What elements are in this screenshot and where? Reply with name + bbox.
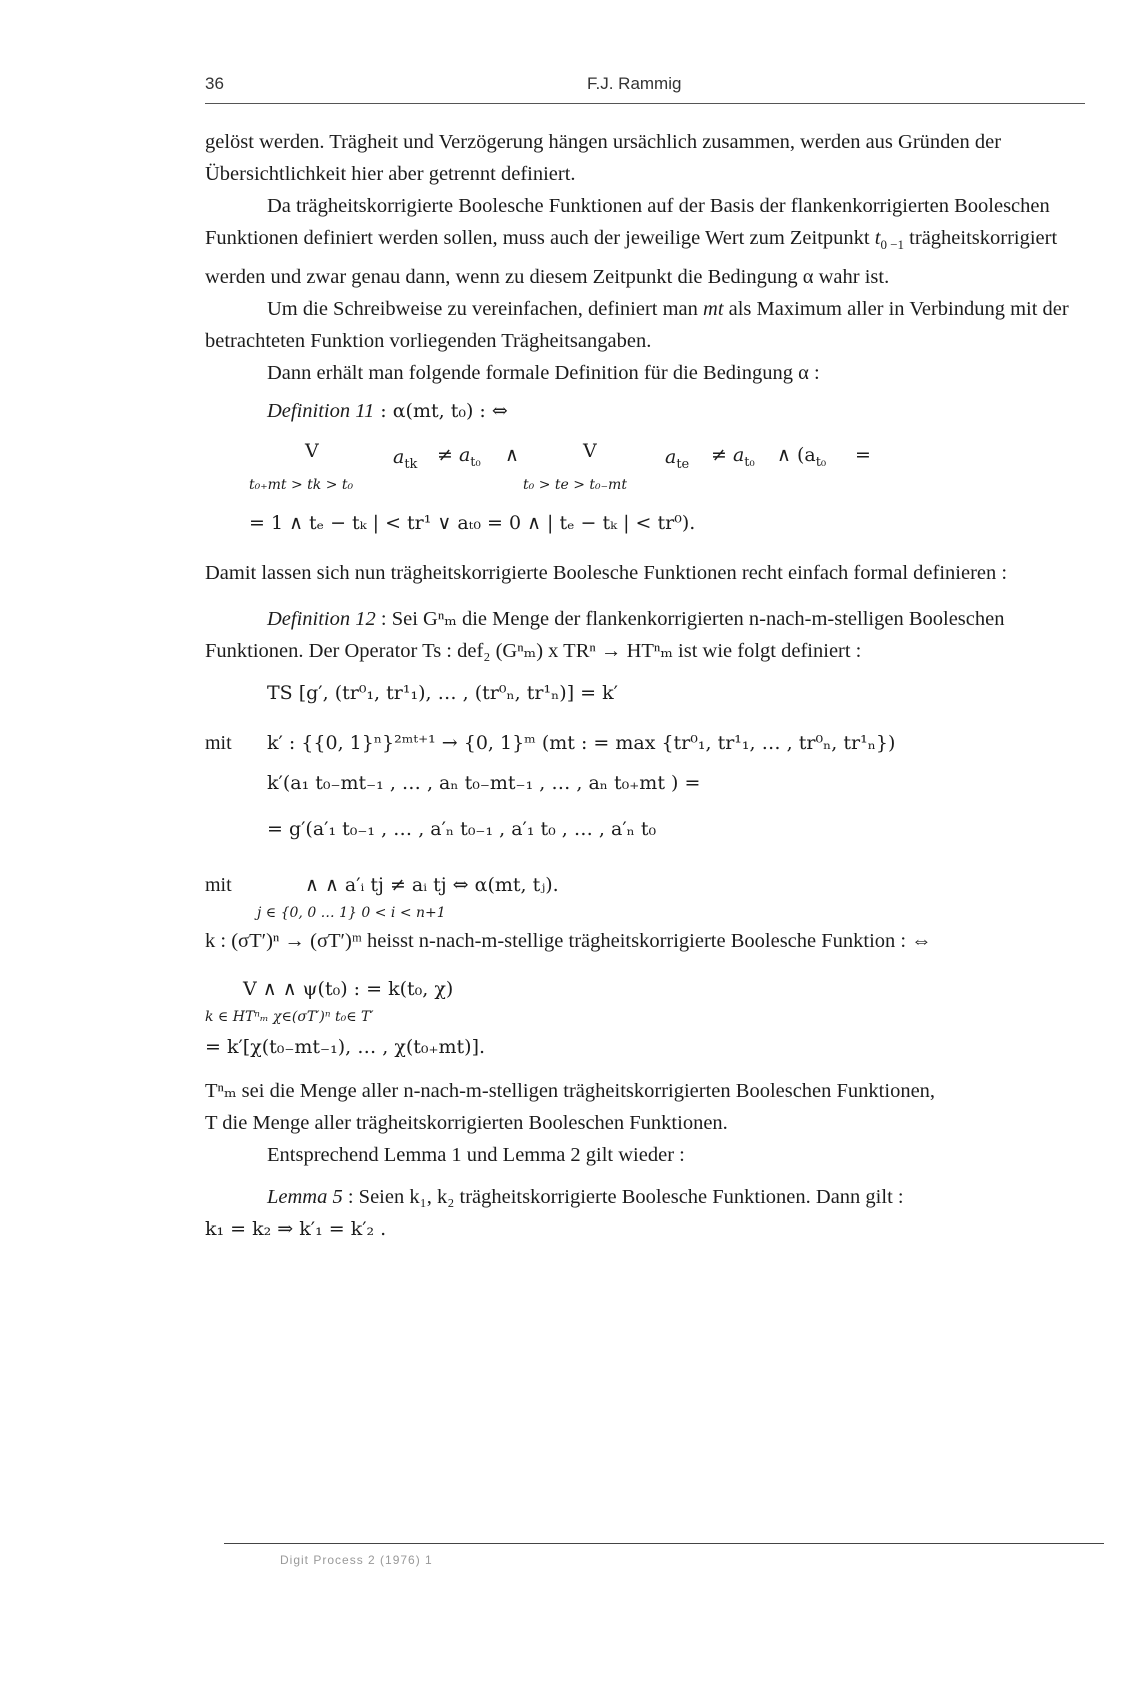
definition-12-text: : Sei Gⁿₘ die Menge der flankenkorrigierten n-nach-m-stelligen Booleschen Funktionen. Der Operator Ts : def₂ (Gⁿₘ) x TRⁿ → HTⁿₘ ist wie folgt definiert :: [205, 608, 1005, 662]
page-number: 36: [205, 74, 224, 93]
var-mt: mt: [703, 298, 724, 320]
footer-rule: [224, 1543, 1104, 1544]
definition-11-head: : α(mt, t₀) : ⇔: [374, 400, 508, 422]
k-definition: k : (σT′)ⁿ → (σT′)ᵐ heisst n-nach-m-stellige trägheitskorrigierte Boolesche Funktion : ⇔: [205, 930, 932, 952]
mit-label-2: mit: [205, 874, 232, 896]
paragraph-3: [205, 293, 1085, 357]
definition-11: [205, 395, 1085, 427]
term-a-te-sub: te: [676, 457, 690, 472]
lemma-5: [205, 1181, 1085, 1213]
formula-k-prime-def: [205, 721, 1085, 763]
mit-label-1: mit: [205, 732, 232, 754]
big-or-line: V ∧ ∧ ψ(t₀) : = k(t₀, χ): [243, 978, 454, 1000]
term-a-tk-sub: tk: [404, 457, 418, 472]
neq-term-1-base: ≠ a: [437, 444, 471, 466]
and-range: j ∈ {0, 0 … 1} 0 < i < n+1: [257, 905, 446, 921]
tail-term-base: ∧ (a: [777, 444, 816, 466]
lemma-5-text: : Seien k₁, k₂ trägheitskorrigierte Boolesche Funktionen. Dann gilt :: [342, 1186, 904, 1208]
term-a-tk-base: a: [393, 446, 405, 468]
footer-journal: Digit Process 2 (1976) 1: [280, 1553, 433, 1567]
running-author: F.J. Rammig: [587, 74, 682, 93]
and-operator-1: ∧: [505, 444, 519, 466]
paragraph-1: gelöst werden. Trägheit und Verzögerung hängen ursächlich zusammen, werden aus Gründen der Übersichtlichkeit hier aber getrennt definiert.: [205, 131, 1002, 185]
formula-alpha-line-2: = 1 ∧ tₑ − tₖ | < tr¹ ∨ aₜ₀ = 0 ∧ | tₑ − tₖ | < tr⁰).: [249, 512, 696, 534]
paragraph-2-part-b: trägheitskorrigiert werden und zwar genau dann, wenn zu diesem Zeitpunkt die Bedingung α wahr ist.: [205, 227, 1058, 288]
formula-and-condition: [205, 867, 1085, 921]
tail-term: [777, 439, 826, 479]
and-condition: ∧ ∧ a′ᵢ tj ≠ aᵢ tj ⇔ α(mt, tⱼ).: [305, 874, 559, 896]
formula-big-or: [205, 971, 1085, 1027]
formula-big-or-tail: = k′[χ(t₀₋mt₋₁), … , χ(t₀₊mt)].: [205, 1036, 486, 1058]
neq-term-2-base: ≠ a: [711, 444, 745, 466]
page-body: [205, 126, 1085, 1245]
range-tk: t₀₊mt > tk > t₀: [249, 477, 354, 493]
running-header: [205, 74, 1085, 96]
neq-term-1-sub: t₀: [470, 455, 481, 470]
lemma-5-label: Lemma 5: [267, 1186, 343, 1208]
neq-term-2-sub: t₀: [744, 455, 755, 470]
paragraph-6b: T die Menge aller trägheitskorrigierten Booleschen Funktionen.: [205, 1112, 728, 1134]
equals-sign: =: [855, 444, 871, 466]
neq-term-1: [437, 439, 481, 479]
formula-g-prime-apply: = g′(a′₁ t₀₋₁ , … , a′ₙ t₀₋₁ , a′₁ t₀ , … , a′ₙ t₀: [267, 818, 657, 840]
paragraph-5: Damit lassen sich nun trägheitskorrigierte Boolesche Funktionen recht einfach formal definieren :: [205, 562, 1008, 584]
definition-12-label: Definition 12: [267, 608, 376, 630]
definition-11-label: Definition 11: [267, 400, 375, 422]
term-a-te-base: a: [665, 446, 677, 468]
k-prime-definition: k′ : {{0, 1}ⁿ}²ᵐᵗ⁺¹ → {0, 1}ᵐ (mt : = max {tr⁰₁, tr¹₁, … , tr⁰ₙ, tr¹ₙ}): [267, 732, 896, 754]
paragraph-3-part-b: als Maximum aller in Verbindung mit der betrachteten Funktion vorliegenden Trägheitsangaben.: [205, 298, 1069, 352]
range-te: t₀ > te > t₀₋mt: [523, 477, 627, 493]
lemma-5-formula: k₁ = k₂ ⇒ k′₁ = k′₂ .: [205, 1218, 387, 1240]
tail-term-sub: t₀: [815, 455, 827, 470]
neq-term-2: [711, 439, 755, 479]
var-t: t: [874, 227, 881, 249]
paragraph-3-part-a: Um die Schreibweise zu vereinfachen, definiert man: [267, 298, 698, 320]
paragraph-2: [205, 190, 1085, 293]
or-operator-1: V: [305, 440, 319, 462]
or-operator-2: V: [583, 440, 597, 462]
paragraph-4: Dann erhält man folgende formale Definition für die Bedingung α :: [267, 362, 820, 384]
header-rule: [205, 103, 1085, 104]
paragraph-6a: Tⁿₘ sei die Menge aller n-nach-m-stelligen trägheitskorrigierten Booleschen Funktionen,: [205, 1080, 936, 1102]
formula-k-prime-apply: k′(a₁ t₀₋mt₋₁ , … , aₙ t₀₋mt₋₁ , … , aₙ t₀₊mt ) =: [267, 772, 701, 794]
term-a-tk: [393, 441, 417, 481]
formula-alpha-line-1: [205, 431, 1085, 493]
paragraph-2-part-a: Da trägheitskorrigierte Boolesche Funktionen auf der Basis der flankenkorrigierten Booleschen Funktionen definiert werden sollen, muss auch der jeweilige Wert zum Zeitpunkt: [205, 195, 1050, 249]
big-or-range: k ∈ HTⁿₘ χ∈(σT′)ⁿ t₀∈ T′: [205, 1009, 374, 1025]
formula-ts: TS [g′, (tr⁰₁, tr¹₁), … , (tr⁰ₙ, tr¹ₙ)] = k′: [267, 682, 618, 704]
term-a-te: [665, 441, 689, 481]
definition-12: [205, 603, 1085, 667]
var-t-sub: 0 −1: [880, 237, 905, 252]
paragraph-7: Entsprechend Lemma 1 und Lemma 2 gilt wieder :: [267, 1144, 685, 1166]
